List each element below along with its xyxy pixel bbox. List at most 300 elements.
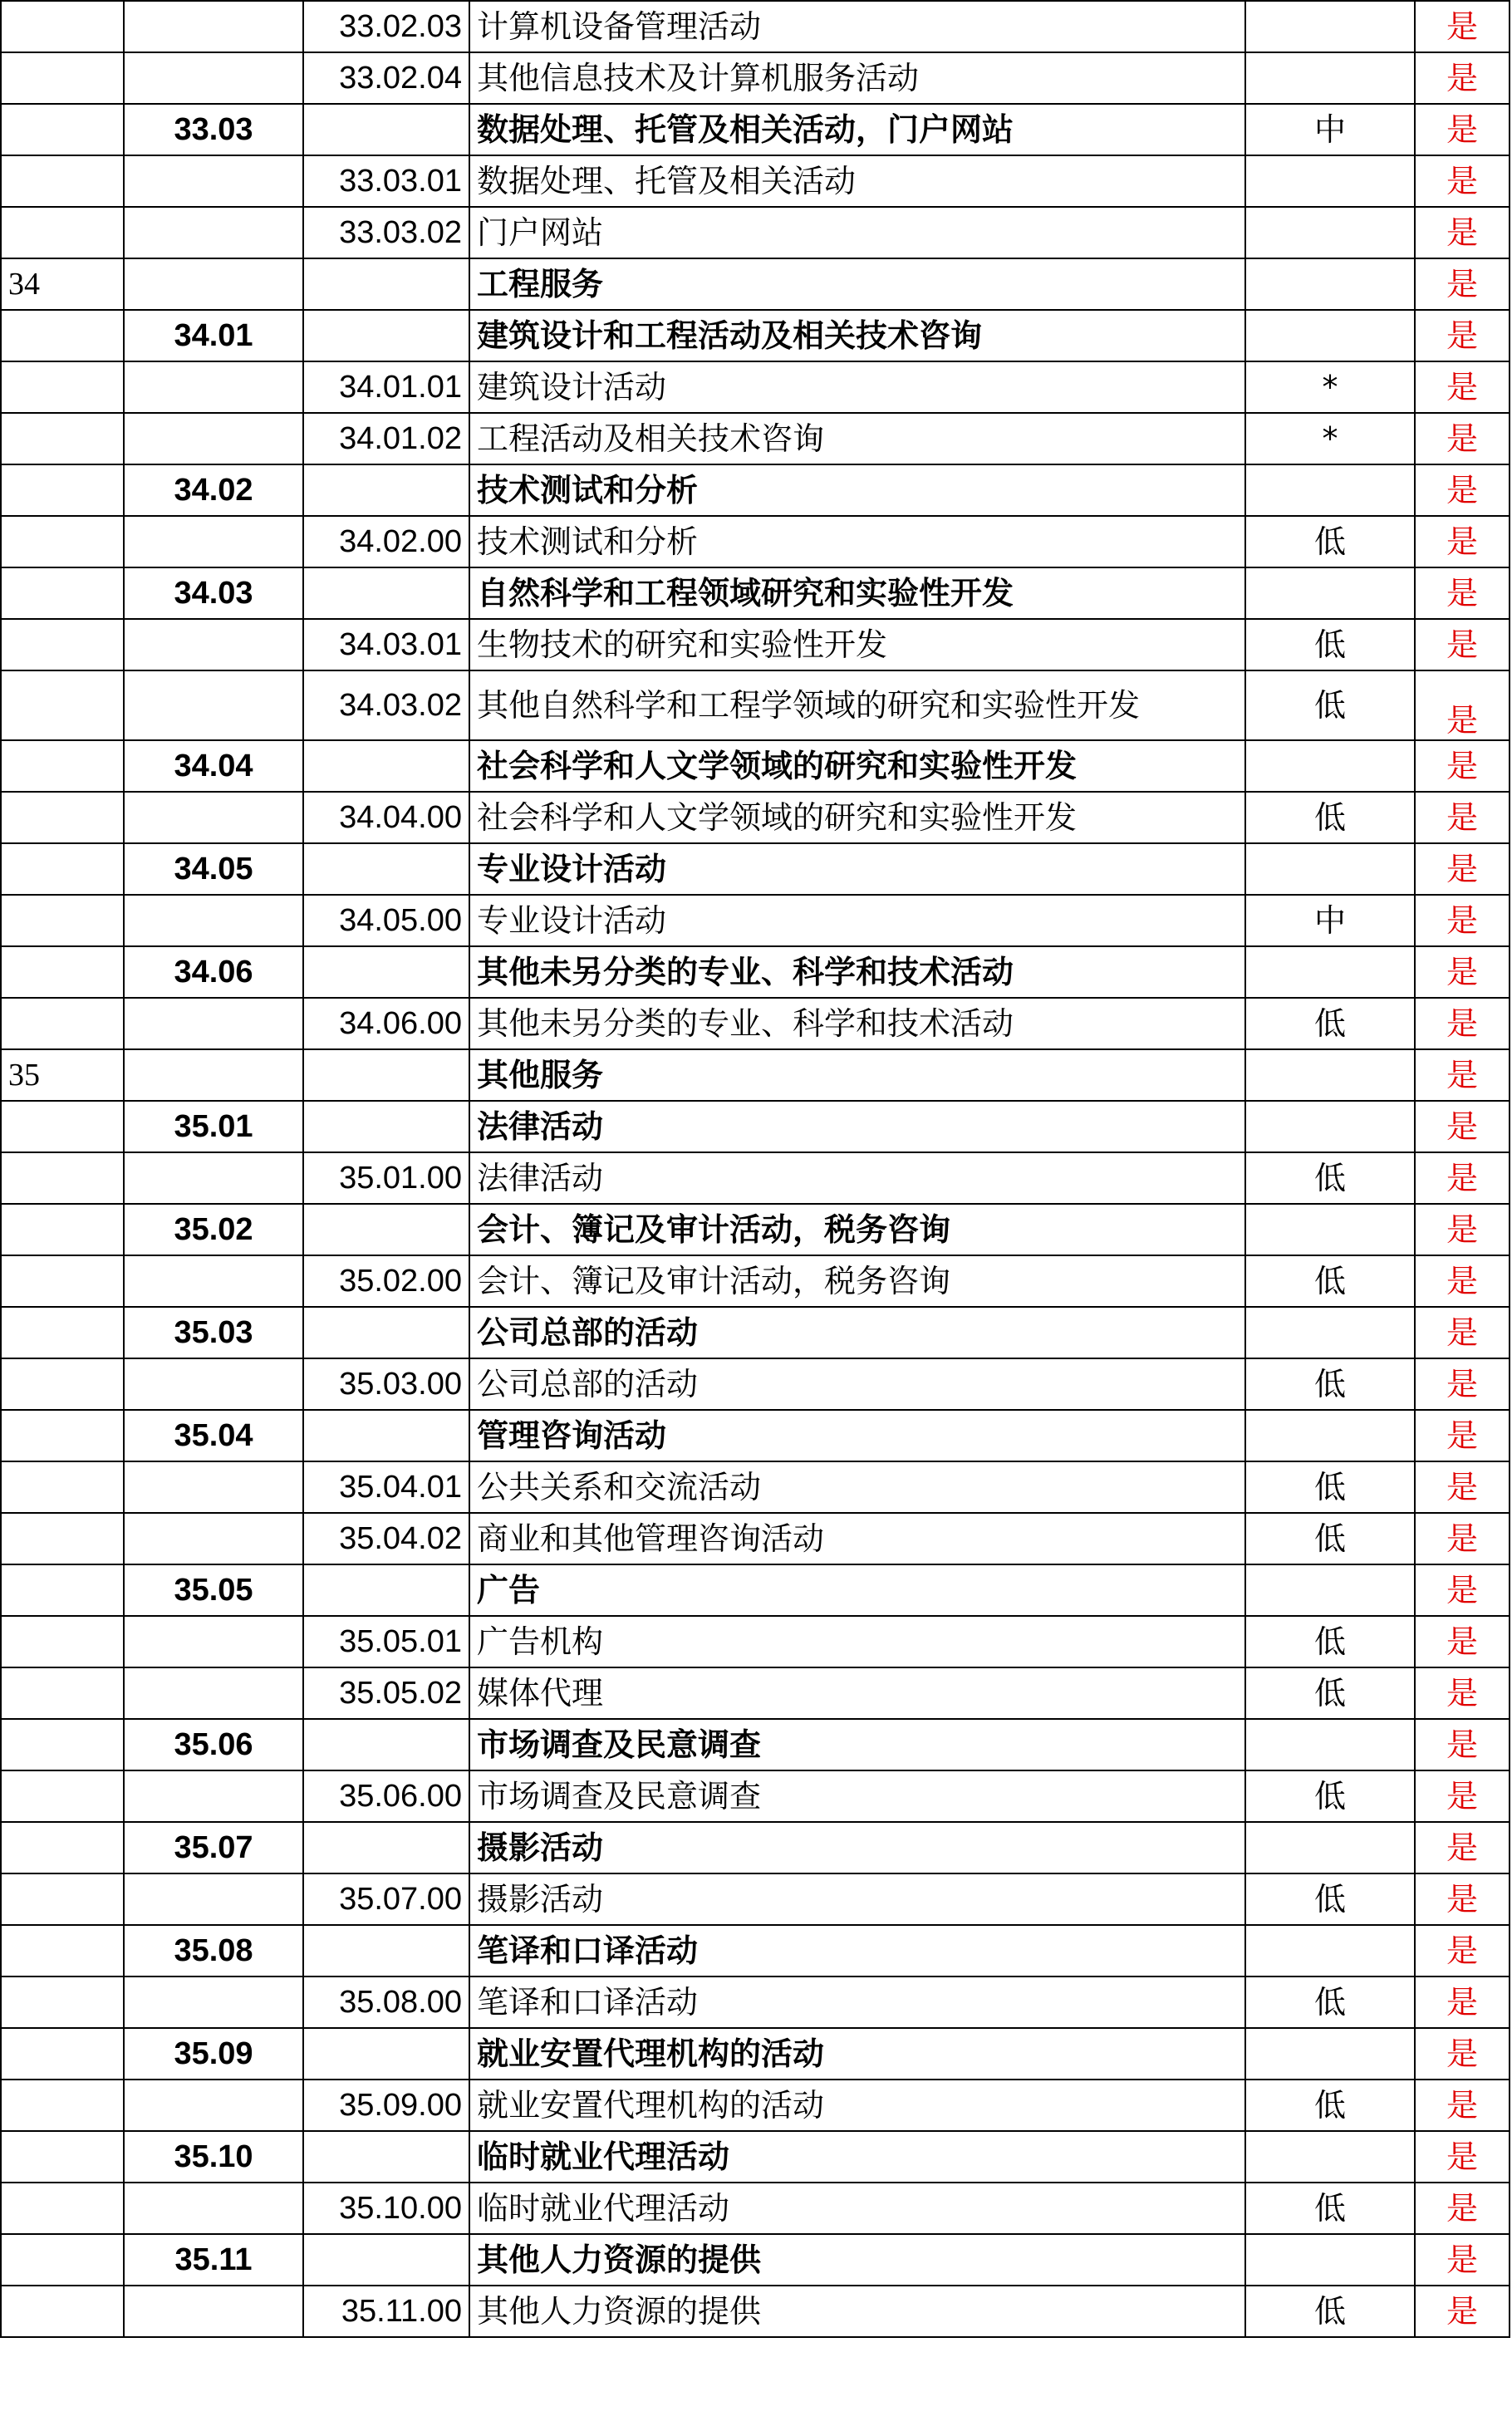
flag-cell: 是	[1415, 1719, 1510, 1770]
level1-code-cell	[1, 52, 124, 104]
level1-code-cell	[1, 740, 124, 792]
table-row	[1, 843, 1510, 895]
level3-code-cell	[303, 1101, 469, 1152]
flag-cell: 是	[1415, 670, 1510, 740]
rating-cell	[1245, 258, 1415, 310]
table-row	[1, 1822, 1510, 1873]
level2-code-cell: 34.01	[124, 310, 303, 361]
activity-name-cell: 其他未另分类的专业、科学和技术活动	[469, 998, 1245, 1049]
level2-code-cell	[124, 361, 303, 413]
flag-cell: 是	[1415, 2183, 1510, 2234]
flag-cell: 是	[1415, 1822, 1510, 1873]
level2-code-cell	[124, 1770, 303, 1822]
level2-code-cell	[124, 1358, 303, 1410]
flag-cell: 是	[1415, 1049, 1510, 1101]
level2-code-cell: 35.08	[124, 1925, 303, 1977]
activity-name-cell: 广告机构	[469, 1616, 1245, 1667]
level1-code-cell	[1, 619, 124, 670]
level3-code-cell	[303, 1410, 469, 1461]
activity-name-cell: 摄影活动	[469, 1822, 1245, 1873]
level1-code-cell	[1, 361, 124, 413]
level2-code-cell: 34.03	[124, 567, 303, 619]
table-row	[1, 464, 1510, 516]
activity-name-cell: 会计、簿记及审计活动，税务咨询	[469, 1204, 1245, 1255]
level1-code-cell: 34	[1, 258, 124, 310]
level3-code-cell: 35.04.01	[303, 1461, 469, 1513]
level1-code-cell	[1, 567, 124, 619]
rating-cell: 低	[1245, 1873, 1415, 1925]
table-row	[1, 1564, 1510, 1616]
level1-code-cell	[1, 2080, 124, 2131]
activity-name-cell: 媒体代理	[469, 1667, 1245, 1719]
activity-name-cell: 生物技术的研究和实验性开发	[469, 619, 1245, 670]
activity-name-cell: 工程服务	[469, 258, 1245, 310]
activity-name-cell: 市场调查及民意调查	[469, 1770, 1245, 1822]
level3-code-cell: 33.02.03	[303, 1, 469, 52]
level2-code-cell	[124, 1255, 303, 1307]
activity-name-cell: 管理咨询活动	[469, 1410, 1245, 1461]
level1-code-cell	[1, 2286, 124, 2337]
level1-code-cell	[1, 1101, 124, 1152]
level1-code-cell	[1, 1873, 124, 1925]
flag-cell: 是	[1415, 207, 1510, 258]
level1-code-cell	[1, 1667, 124, 1719]
level1-code-cell	[1, 946, 124, 998]
level2-code-cell: 35.09	[124, 2028, 303, 2080]
rating-cell: 低	[1245, 1667, 1415, 1719]
level3-code-cell	[303, 1204, 469, 1255]
table-row	[1, 310, 1510, 361]
level2-code-cell	[124, 1616, 303, 1667]
level1-code-cell	[1, 2131, 124, 2183]
rating-cell	[1245, 740, 1415, 792]
level3-code-cell: 35.09.00	[303, 2080, 469, 2131]
flag-cell: 是	[1415, 1616, 1510, 1667]
level1-code-cell	[1, 2234, 124, 2286]
level2-code-cell	[124, 1513, 303, 1564]
level2-code-cell: 35.04	[124, 1410, 303, 1461]
flag-cell: 是	[1415, 1667, 1510, 1719]
level2-code-cell	[124, 1873, 303, 1925]
flag-cell: 是	[1415, 52, 1510, 104]
flag-cell: 是	[1415, 2286, 1510, 2337]
flag-cell: 是	[1415, 1, 1510, 52]
level1-code-cell	[1, 310, 124, 361]
level3-code-cell	[303, 946, 469, 998]
level3-code-cell: 35.05.01	[303, 1616, 469, 1667]
table-row	[1, 258, 1510, 310]
flag-cell: 是	[1415, 1925, 1510, 1977]
rating-cell	[1245, 1822, 1415, 1873]
activity-name-cell: 法律活动	[469, 1152, 1245, 1204]
rating-cell	[1245, 310, 1415, 361]
level3-code-cell	[303, 258, 469, 310]
flag-cell: 是	[1415, 104, 1510, 155]
level3-code-cell: 34.03.01	[303, 619, 469, 670]
activity-name-cell: 就业安置代理机构的活动	[469, 2080, 1245, 2131]
activity-name-cell: 专业设计活动	[469, 843, 1245, 895]
activity-name-cell: 专业设计活动	[469, 895, 1245, 946]
table-row	[1, 361, 1510, 413]
flag-cell: 是	[1415, 792, 1510, 843]
level2-code-cell: 33.03	[124, 104, 303, 155]
level3-code-cell: 35.08.00	[303, 1977, 469, 2028]
table-row	[1, 1461, 1510, 1513]
rating-cell	[1245, 2028, 1415, 2080]
rating-cell	[1245, 464, 1415, 516]
rating-cell	[1245, 567, 1415, 619]
rating-cell: 低	[1245, 1616, 1415, 1667]
level2-code-cell	[124, 1049, 303, 1101]
table-row	[1, 670, 1510, 740]
level1-code-cell	[1, 155, 124, 207]
flag-cell: 是	[1415, 2028, 1510, 2080]
level3-code-cell: 33.03.02	[303, 207, 469, 258]
rating-cell	[1245, 843, 1415, 895]
rating-cell	[1245, 1204, 1415, 1255]
flag-cell: 是	[1415, 1873, 1510, 1925]
level2-code-cell: 35.05	[124, 1564, 303, 1616]
activity-name-cell: 会计、簿记及审计活动，税务咨询	[469, 1255, 1245, 1307]
level1-code-cell	[1, 1410, 124, 1461]
rating-cell	[1245, 1101, 1415, 1152]
level3-code-cell	[303, 310, 469, 361]
activity-name-cell: 门户网站	[469, 207, 1245, 258]
level2-code-cell	[124, 1152, 303, 1204]
table-row	[1, 207, 1510, 258]
table-row	[1, 1152, 1510, 1204]
level1-code-cell	[1, 1152, 124, 1204]
table-row	[1, 1513, 1510, 1564]
table-row	[1, 413, 1510, 464]
rating-cell: *	[1245, 361, 1415, 413]
level1-code-cell	[1, 1461, 124, 1513]
activity-name-cell: 法律活动	[469, 1101, 1245, 1152]
activity-name-cell: 其他信息技术及计算机服务活动	[469, 52, 1245, 104]
activity-name-cell: 数据处理、托管及相关活动，门户网站	[469, 104, 1245, 155]
table-row	[1, 1719, 1510, 1770]
activity-name-cell: 商业和其他管理咨询活动	[469, 1513, 1245, 1564]
rating-cell: 低	[1245, 1255, 1415, 1307]
activity-name-cell: 笔译和口译活动	[469, 1925, 1245, 1977]
flag-cell: 是	[1415, 1204, 1510, 1255]
activity-name-cell: 市场调查及民意调查	[469, 1719, 1245, 1770]
level1-code-cell	[1, 1977, 124, 2028]
flag-cell: 是	[1415, 258, 1510, 310]
flag-cell: 是	[1415, 1461, 1510, 1513]
level3-code-cell	[303, 2028, 469, 2080]
rating-cell: 低	[1245, 1770, 1415, 1822]
activity-name-cell: 其他未另分类的专业、科学和技术活动	[469, 946, 1245, 998]
table-row	[1, 567, 1510, 619]
table-row	[1, 740, 1510, 792]
flag-cell: 是	[1415, 843, 1510, 895]
activity-name-cell: 广告	[469, 1564, 1245, 1616]
table-row	[1, 1925, 1510, 1977]
flag-cell: 是	[1415, 1770, 1510, 1822]
level1-code-cell	[1, 464, 124, 516]
level3-code-cell: 34.03.02	[303, 670, 469, 740]
table-row	[1, 1873, 1510, 1925]
level3-code-cell	[303, 843, 469, 895]
level3-code-cell	[303, 2131, 469, 2183]
level2-code-cell	[124, 52, 303, 104]
flag-cell: 是	[1415, 998, 1510, 1049]
table-row	[1, 104, 1510, 155]
level3-code-cell: 35.10.00	[303, 2183, 469, 2234]
level3-code-cell: 35.05.02	[303, 1667, 469, 1719]
level3-code-cell: 34.01.01	[303, 361, 469, 413]
level2-code-cell: 34.06	[124, 946, 303, 998]
table-row	[1, 1358, 1510, 1410]
level3-code-cell: 35.07.00	[303, 1873, 469, 1925]
level1-code-cell	[1, 998, 124, 1049]
level2-code-cell	[124, 2080, 303, 2131]
level3-code-cell	[303, 1049, 469, 1101]
rating-cell	[1245, 946, 1415, 998]
level2-code-cell: 35.02	[124, 1204, 303, 1255]
activity-name-cell: 计算机设备管理活动	[469, 1, 1245, 52]
activity-name-cell: 工程活动及相关技术咨询	[469, 413, 1245, 464]
level2-code-cell	[124, 792, 303, 843]
level2-code-cell	[124, 1977, 303, 2028]
activity-name-cell: 技术测试和分析	[469, 464, 1245, 516]
activity-name-cell: 公共关系和交流活动	[469, 1461, 1245, 1513]
activity-name-cell: 建筑设计活动	[469, 361, 1245, 413]
table-row	[1, 1204, 1510, 1255]
flag-cell: 是	[1415, 1255, 1510, 1307]
level2-code-cell: 34.04	[124, 740, 303, 792]
flag-cell: 是	[1415, 361, 1510, 413]
flag-cell: 是	[1415, 2131, 1510, 2183]
level3-code-cell	[303, 567, 469, 619]
table-row	[1, 1255, 1510, 1307]
level2-code-cell	[124, 895, 303, 946]
level1-code-cell	[1, 1307, 124, 1358]
rating-cell: 中	[1245, 104, 1415, 155]
flag-cell: 是	[1415, 516, 1510, 567]
table-row	[1, 1977, 1510, 2028]
flag-cell: 是	[1415, 310, 1510, 361]
rating-cell: 低	[1245, 619, 1415, 670]
flag-cell: 是	[1415, 1358, 1510, 1410]
table-row	[1, 1770, 1510, 1822]
flag-cell: 是	[1415, 740, 1510, 792]
rating-cell: 低	[1245, 1358, 1415, 1410]
level3-code-cell	[303, 1564, 469, 1616]
level3-code-cell: 34.04.00	[303, 792, 469, 843]
level3-code-cell	[303, 1925, 469, 1977]
rating-cell	[1245, 155, 1415, 207]
rating-cell	[1245, 207, 1415, 258]
table-row	[1, 895, 1510, 946]
level1-code-cell	[1, 2183, 124, 2234]
level3-code-cell	[303, 1822, 469, 1873]
level1-code-cell	[1, 1, 124, 52]
level3-code-cell	[303, 464, 469, 516]
level2-code-cell: 35.11	[124, 2234, 303, 2286]
level3-code-cell: 33.02.04	[303, 52, 469, 104]
rating-cell: *	[1245, 413, 1415, 464]
flag-cell: 是	[1415, 2234, 1510, 2286]
table-row	[1, 1, 1510, 52]
table-row	[1, 2183, 1510, 2234]
level2-code-cell: 35.07	[124, 1822, 303, 1873]
level3-code-cell	[303, 104, 469, 155]
level2-code-cell	[124, 670, 303, 740]
level1-code-cell	[1, 1719, 124, 1770]
rating-cell: 低	[1245, 998, 1415, 1049]
table-row	[1, 1049, 1510, 1101]
level2-code-cell	[124, 2183, 303, 2234]
level1-code-cell	[1, 1564, 124, 1616]
activity-name-cell: 技术测试和分析	[469, 516, 1245, 567]
rating-cell: 低	[1245, 670, 1415, 740]
activity-name-cell: 自然科学和工程领域研究和实验性开发	[469, 567, 1245, 619]
level1-code-cell	[1, 1616, 124, 1667]
level1-code-cell	[1, 1770, 124, 1822]
flag-cell: 是	[1415, 946, 1510, 998]
level3-code-cell: 34.06.00	[303, 998, 469, 1049]
activity-name-cell: 摄影活动	[469, 1873, 1245, 1925]
level1-code-cell	[1, 2028, 124, 2080]
rating-cell: 低	[1245, 2286, 1415, 2337]
level1-code-cell	[1, 104, 124, 155]
table-body	[1, 1, 1510, 2337]
level1-code-cell	[1, 516, 124, 567]
activity-name-cell: 临时就业代理活动	[469, 2131, 1245, 2183]
rating-cell	[1245, 52, 1415, 104]
activity-name-cell: 笔译和口译活动	[469, 1977, 1245, 2028]
level2-code-cell: 34.02	[124, 464, 303, 516]
level3-code-cell: 34.05.00	[303, 895, 469, 946]
rating-cell	[1245, 1307, 1415, 1358]
rating-cell: 低	[1245, 1977, 1415, 2028]
table-row	[1, 619, 1510, 670]
activity-name-cell: 其他自然科学和工程学领域的研究和实验性开发	[469, 670, 1245, 740]
level3-code-cell: 33.03.01	[303, 155, 469, 207]
table-row	[1, 1667, 1510, 1719]
rating-cell	[1245, 1719, 1415, 1770]
flag-cell: 是	[1415, 2080, 1510, 2131]
table-row	[1, 516, 1510, 567]
rating-cell	[1245, 1, 1415, 52]
table-row	[1, 52, 1510, 104]
table-row	[1, 1410, 1510, 1461]
flag-cell: 是	[1415, 1977, 1510, 2028]
level2-code-cell: 34.05	[124, 843, 303, 895]
level3-code-cell	[303, 2234, 469, 2286]
level3-code-cell: 35.11.00	[303, 2286, 469, 2337]
level2-code-cell	[124, 619, 303, 670]
level2-code-cell	[124, 155, 303, 207]
table-row	[1, 998, 1510, 1049]
level3-code-cell	[303, 1719, 469, 1770]
level1-code-cell: 35	[1, 1049, 124, 1101]
level3-code-cell: 34.02.00	[303, 516, 469, 567]
flag-cell: 是	[1415, 619, 1510, 670]
level3-code-cell	[303, 740, 469, 792]
rating-cell: 低	[1245, 792, 1415, 843]
activity-name-cell: 就业安置代理机构的活动	[469, 2028, 1245, 2080]
level1-code-cell	[1, 413, 124, 464]
table-row	[1, 1101, 1510, 1152]
flag-cell: 是	[1415, 1564, 1510, 1616]
activity-name-cell: 其他人力资源的提供	[469, 2234, 1245, 2286]
flag-cell: 是	[1415, 1410, 1510, 1461]
flag-cell: 是	[1415, 155, 1510, 207]
activity-name-cell: 数据处理、托管及相关活动	[469, 155, 1245, 207]
table-row	[1, 1616, 1510, 1667]
rating-cell: 低	[1245, 2080, 1415, 2131]
level1-code-cell	[1, 792, 124, 843]
activity-name-cell: 公司总部的活动	[469, 1307, 1245, 1358]
table-row	[1, 155, 1510, 207]
activity-name-cell: 社会科学和人文学领域的研究和实验性开发	[469, 792, 1245, 843]
rating-cell: 低	[1245, 1152, 1415, 1204]
level2-code-cell	[124, 1, 303, 52]
level2-code-cell: 35.03	[124, 1307, 303, 1358]
level2-code-cell	[124, 258, 303, 310]
level1-code-cell	[1, 670, 124, 740]
rating-cell	[1245, 1410, 1415, 1461]
level2-code-cell	[124, 998, 303, 1049]
rating-cell: 低	[1245, 1513, 1415, 1564]
level2-code-cell: 35.10	[124, 2131, 303, 2183]
level2-code-cell: 35.01	[124, 1101, 303, 1152]
flag-cell: 是	[1415, 464, 1510, 516]
level3-code-cell: 35.03.00	[303, 1358, 469, 1410]
activity-name-cell: 建筑设计和工程活动及相关技术咨询	[469, 310, 1245, 361]
activity-name-cell: 其他人力资源的提供	[469, 2286, 1245, 2337]
level2-code-cell	[124, 1461, 303, 1513]
level2-code-cell	[124, 413, 303, 464]
rating-cell	[1245, 2234, 1415, 2286]
table-row	[1, 2234, 1510, 2286]
table-row	[1, 1307, 1510, 1358]
flag-cell: 是	[1415, 1307, 1510, 1358]
table-row	[1, 946, 1510, 998]
rating-cell	[1245, 1925, 1415, 1977]
activity-name-cell: 公司总部的活动	[469, 1358, 1245, 1410]
table-row	[1, 2028, 1510, 2080]
level1-code-cell	[1, 1204, 124, 1255]
flag-cell: 是	[1415, 1101, 1510, 1152]
rating-cell	[1245, 2131, 1415, 2183]
activity-name-cell: 社会科学和人文学领域的研究和实验性开发	[469, 740, 1245, 792]
level2-code-cell: 35.06	[124, 1719, 303, 1770]
flag-cell: 是	[1415, 567, 1510, 619]
activity-name-cell: 临时就业代理活动	[469, 2183, 1245, 2234]
rating-cell: 中	[1245, 895, 1415, 946]
level1-code-cell	[1, 1925, 124, 1977]
level2-code-cell	[124, 2286, 303, 2337]
level1-code-cell	[1, 895, 124, 946]
flag-cell: 是	[1415, 895, 1510, 946]
level1-code-cell	[1, 1822, 124, 1873]
level2-code-cell	[124, 207, 303, 258]
level3-code-cell: 35.04.02	[303, 1513, 469, 1564]
level3-code-cell	[303, 1307, 469, 1358]
flag-cell: 是	[1415, 1513, 1510, 1564]
table-row	[1, 2286, 1510, 2337]
rating-cell: 低	[1245, 1461, 1415, 1513]
level1-code-cell	[1, 843, 124, 895]
flag-cell: 是	[1415, 413, 1510, 464]
table-row	[1, 2080, 1510, 2131]
level3-code-cell: 34.01.02	[303, 413, 469, 464]
level1-code-cell	[1, 1358, 124, 1410]
